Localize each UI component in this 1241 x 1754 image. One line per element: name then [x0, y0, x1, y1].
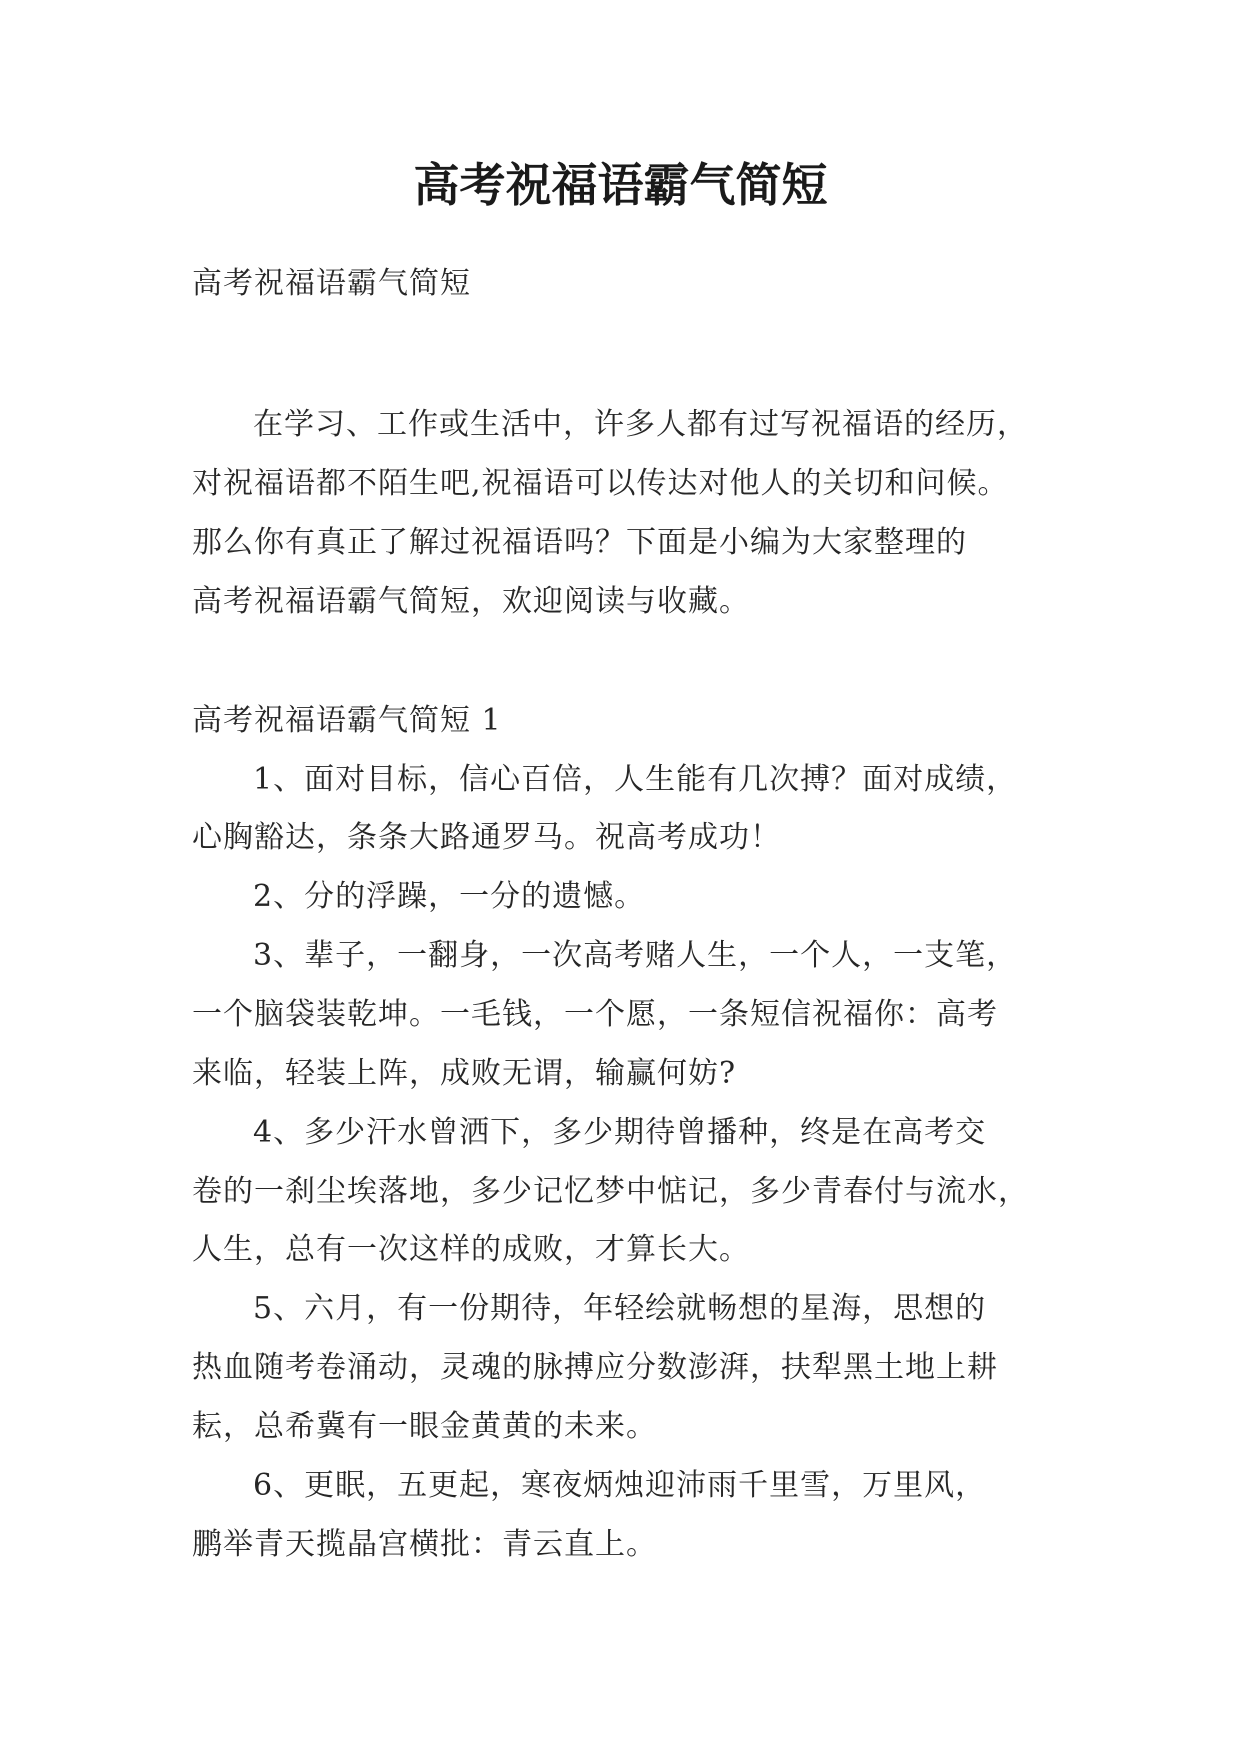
- section-heading: 高考祝福语霸气简短 1: [192, 703, 502, 738]
- list-item-line: 5、六月，有一份期待，年轻绘就畅想的星海，思想的: [253, 1291, 987, 1326]
- list-item-line: 4、多少汗水曾洒下，多少期待曾播种，终是在高考交: [253, 1115, 987, 1150]
- intro-line: 高考祝福语霸气简短，欢迎阅读与收藏。: [192, 584, 750, 619]
- intro-line: 在学习、工作或生活中，许多人都有过写祝福语的经历，: [253, 407, 1028, 442]
- list-item-line: 耘，总希冀有一眼金黄黄的未来。: [192, 1409, 657, 1444]
- list-item-line: 3、辈子，一翻身，一次高考赌人生，一个人，一支笔，: [253, 938, 1018, 973]
- list-item-line: 一个脑袋装乾坤。一毛钱，一个愿，一条短信祝福你：高考: [192, 997, 998, 1032]
- document-subtitle: 高考祝福语霸气简短: [192, 266, 471, 301]
- list-item-line: 心胸豁达，条条大路通罗马。祝高考成功！: [192, 820, 781, 855]
- list-item-line: 人生，总有一次这样的成败，才算长大。: [192, 1232, 750, 1267]
- list-item-line: 卷的一刹尘埃落地，多少记忆梦中惦记，多少青春付与流水，: [192, 1174, 1029, 1209]
- list-item-line: 鹏举青天揽晶宫横批：青云直上。: [192, 1527, 657, 1562]
- list-item-line: 6、更眠，五更起，寒夜炳烛迎沛雨千里雪，万里风，: [253, 1468, 987, 1503]
- list-item-line: 来临，轻装上阵，成败无谓，输赢何妨?: [192, 1056, 737, 1091]
- intro-line: 那么你有真正了解过祝福语吗？下面是小编为大家整理的: [192, 525, 967, 560]
- intro-line: 对祝福语都不陌生吧,祝福语可以传达对他人的关切和问候。: [192, 466, 1009, 501]
- list-item-line: 热血随考卷涌动，灵魂的脉搏应分数澎湃，扶犁黑土地上耕: [192, 1350, 998, 1385]
- list-item-line: 2、分的浮躁，一分的遗憾。: [253, 879, 646, 914]
- document-title: 高考祝福语霸气简短: [413, 158, 828, 212]
- list-item-line: 1、面对目标，信心百倍，人生能有几次搏？面对成绩，: [253, 762, 1018, 797]
